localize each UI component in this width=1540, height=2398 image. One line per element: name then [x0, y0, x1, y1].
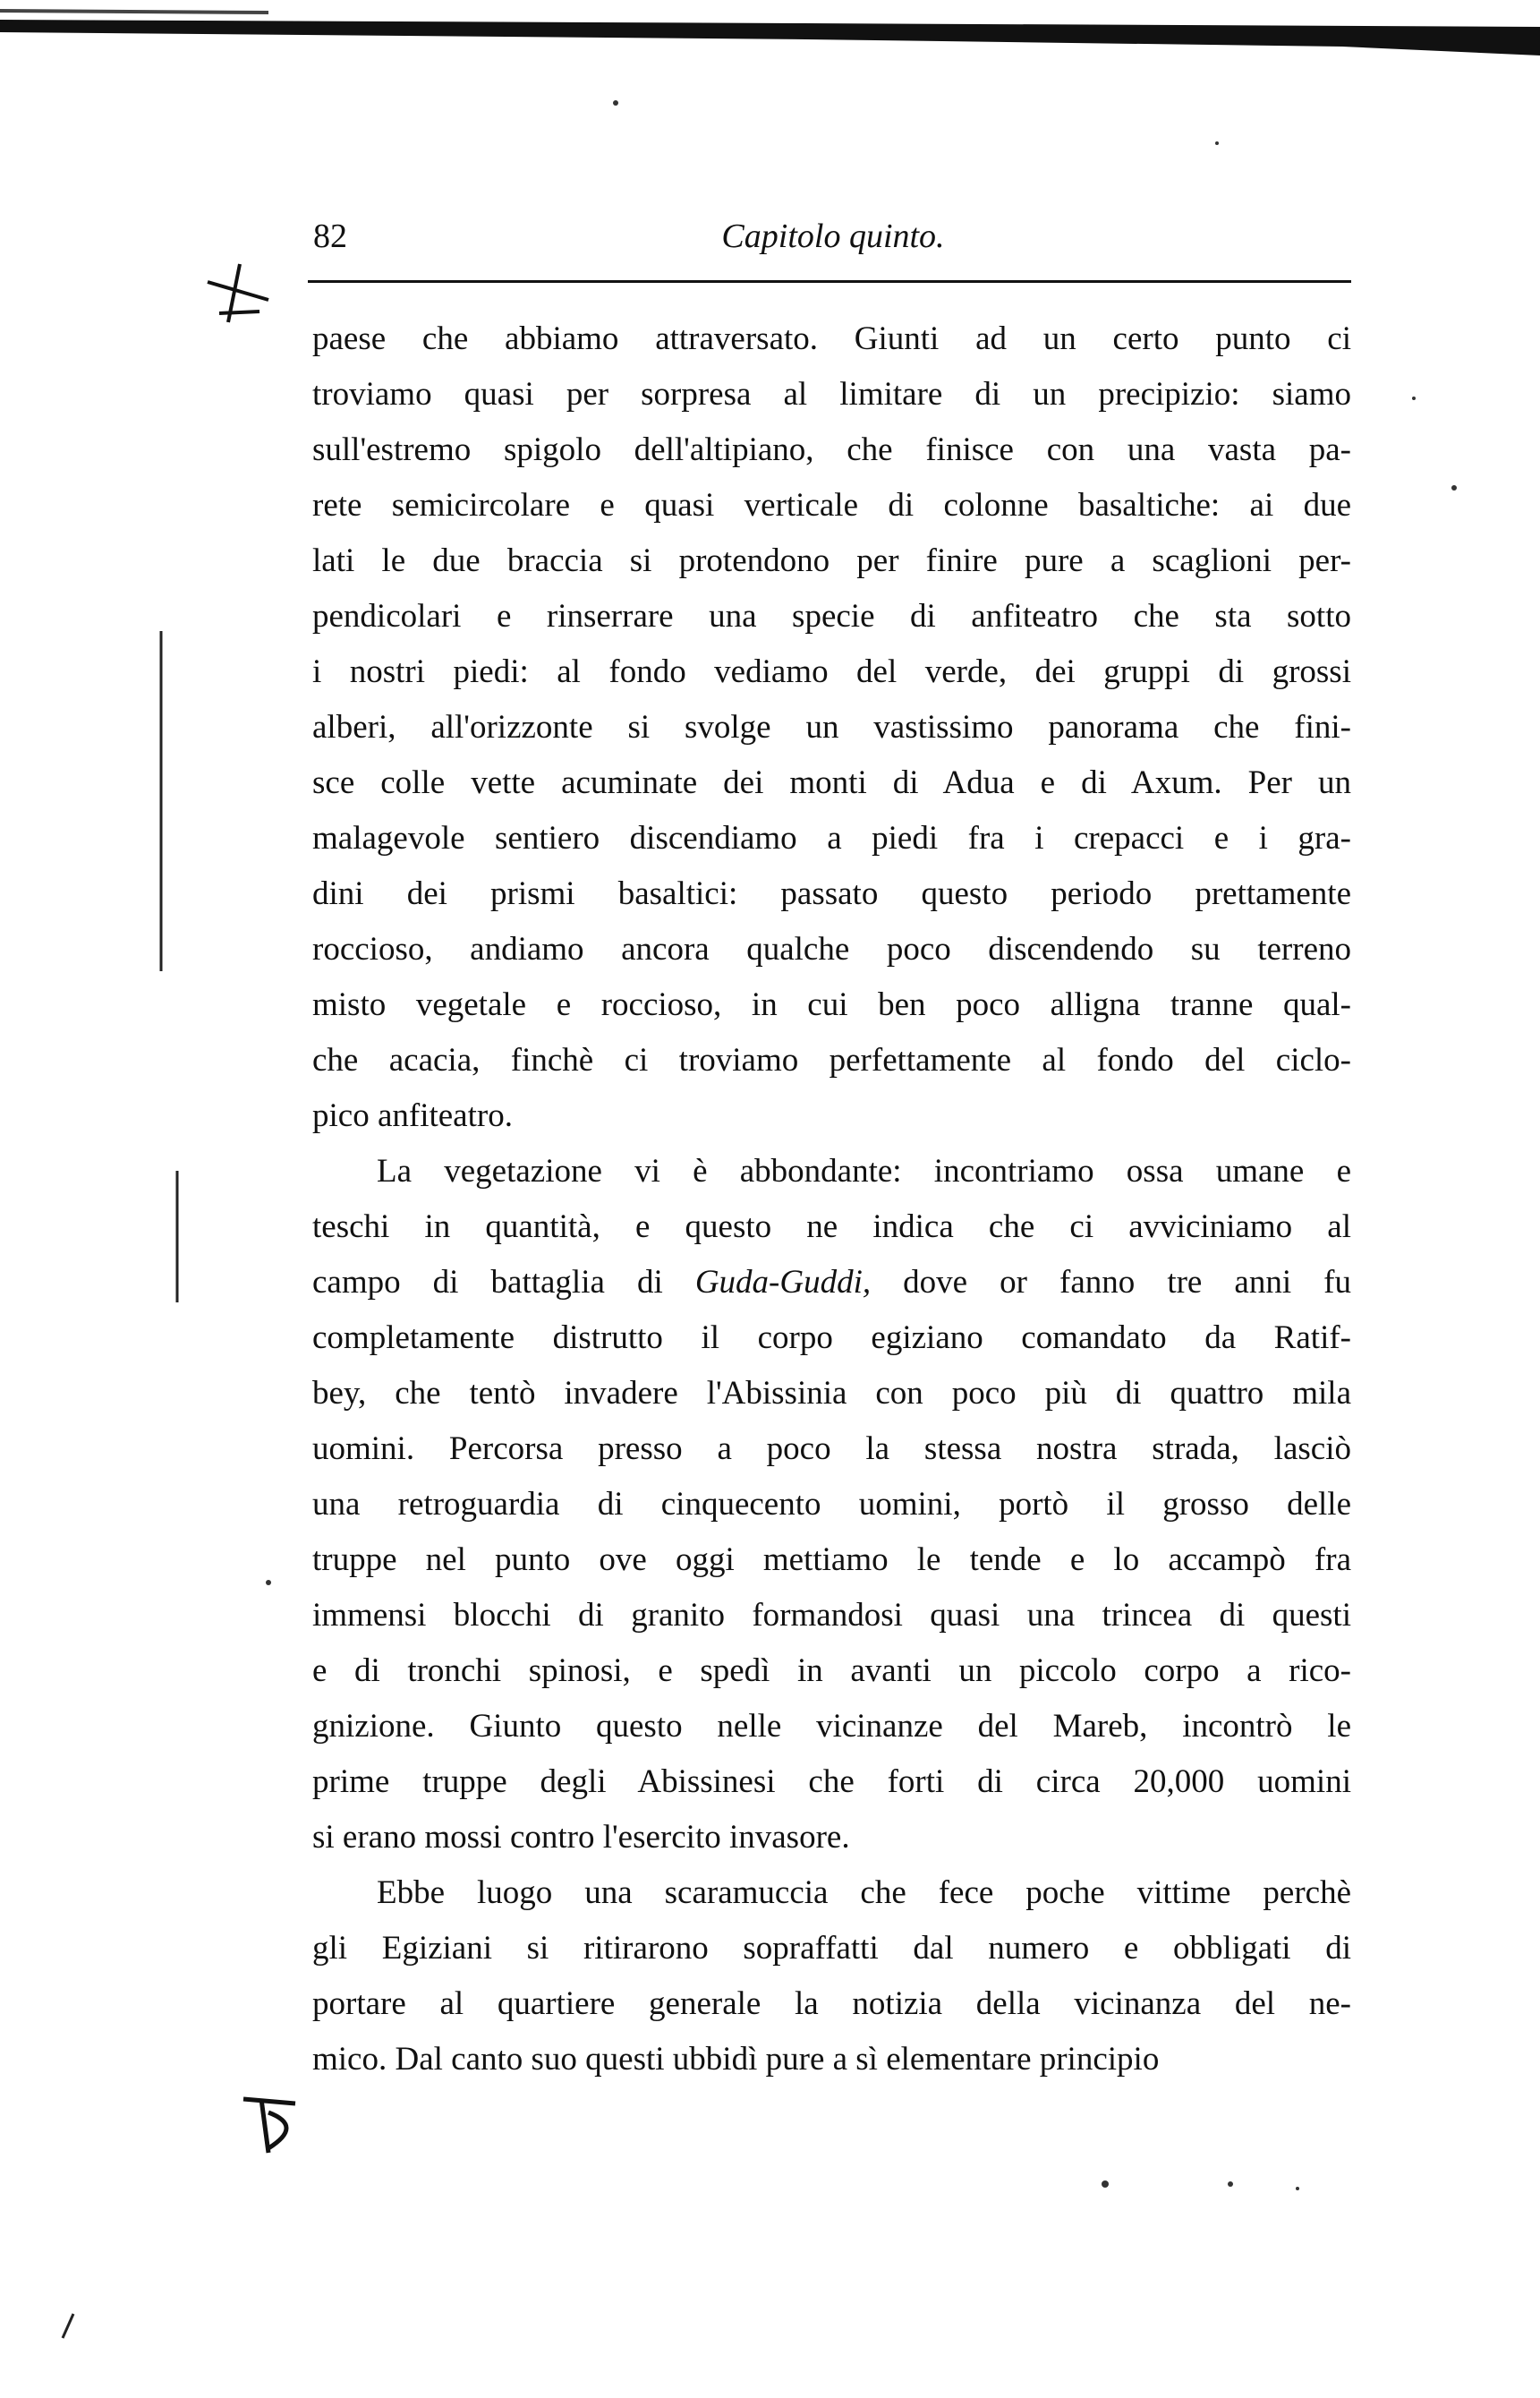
text-line: mico. Dal canto suo questi ubbidì pure a sì elementare principio: [312, 2041, 1160, 2078]
text-line: i nostri piedi: al fondo vediamo del verde, dei gruppi di grossi: [312, 653, 1351, 690]
text-line: gnizione. Giunto questo nelle vicinanze del Mareb, incontrò le: [312, 1708, 1351, 1745]
text-line: rete semicircolare e quasi verticale di colonne basaltiche: ai due: [312, 487, 1351, 524]
text-line: malagevole sentiero discendiamo a piedi fra i crepacci e i gra-: [312, 820, 1351, 857]
text-line: pendicolari e rinserrare una specie di anfiteatro che sta sotto: [312, 598, 1351, 635]
margin-line-marks: [63, 631, 177, 2338]
text-line: si erano mossi contro l'esercito invasore.: [312, 1819, 850, 1856]
text-span: dove or fanno tre anni fu: [871, 1264, 1351, 1301]
text-line: troviamo quasi per sorpresa al limitare di un precipizio: siamo: [312, 376, 1351, 413]
text-line: [312, 1255, 1351, 1310]
text-line: pico anfiteatro.: [312, 1097, 513, 1134]
text-line: e di tronchi spinosi, e spedì in avanti un piccolo corpo a rico-: [312, 1652, 1351, 1689]
text-line: teschi in quantità, e questo ne indica che ci avviciniamo al: [312, 1208, 1351, 1245]
text-line: roccioso, andiamo ancora qualche poco discendendo su terreno: [312, 931, 1351, 968]
pencil-d-mark: [243, 2099, 295, 2153]
italic-place-name: Guda-Guddi,: [694, 1264, 872, 1301]
text-line: bey, che tentò invadere l'Abissinia con poco più di quattro mila: [312, 1375, 1351, 1412]
text-line: che acacia, finchè ci troviamo perfettamente al fondo del ciclo-: [312, 1042, 1351, 1079]
text-line: alberi, all'orizzonte si svolge un vastissimo panorama che fini-: [312, 709, 1351, 746]
text-line: gli Egiziani si ritirarono sopraffatti dal numero e obbligati di: [312, 1930, 1351, 1967]
text-span: campo di battaglia di: [312, 1264, 695, 1301]
text-line: truppe nel punto ove oggi mettiamo le tende e lo accampò fra: [312, 1541, 1351, 1578]
text-line: La vegetazione vi è abbondante: incontriamo ossa umane e: [377, 1153, 1351, 1190]
body-text: [312, 311, 1351, 2087]
text-line: una retroguardia di cinquecento uomini, portò il grosso delle: [312, 1486, 1351, 1523]
text-line: uomini. Percorsa presso a poco la stessa nostra strada, lasciò: [312, 1430, 1351, 1467]
text-line: misto vegetale e roccioso, in cui ben poco alligna tranne qual-: [312, 986, 1351, 1023]
text-line: immensi blocchi di granito formandosi quasi una trincea di questi: [312, 1597, 1351, 1634]
running-title: Capitolo quinto.: [721, 218, 945, 255]
text-line: sce colle vette acuminate dei monti di Adua e di Axum. Per un: [312, 764, 1351, 801]
text-line: portare al quartiere generale la notizia della vicinanza del ne-: [312, 1985, 1351, 2022]
text-line: paese che abbiamo attraversato. Giunti ad un certo punto ci: [312, 320, 1351, 357]
text-line: prime truppe degli Abissinesi che forti di circa 20,000 uomini: [312, 1763, 1351, 1800]
text-line: dini dei prismi basaltici: passato questo periodo prettamente: [312, 875, 1351, 912]
text-line: Ebbe luogo una scaramuccia che fece poche vittime perchè: [377, 1874, 1351, 1911]
text-line: lati le due braccia si protendono per finire pure a scaglioni per-: [312, 542, 1351, 579]
scan-top-border: [0, 0, 1540, 72]
page-number: 82: [313, 218, 347, 255]
header-rule: [308, 280, 1351, 283]
text-line: sull'estremo spigolo dell'altipiano, che finisce con una vasta pa-: [312, 431, 1351, 468]
text-line: completamente distrutto il corpo egiziano comandato da Ratif-: [312, 1319, 1351, 1356]
pencil-cross-mark: [208, 264, 268, 322]
